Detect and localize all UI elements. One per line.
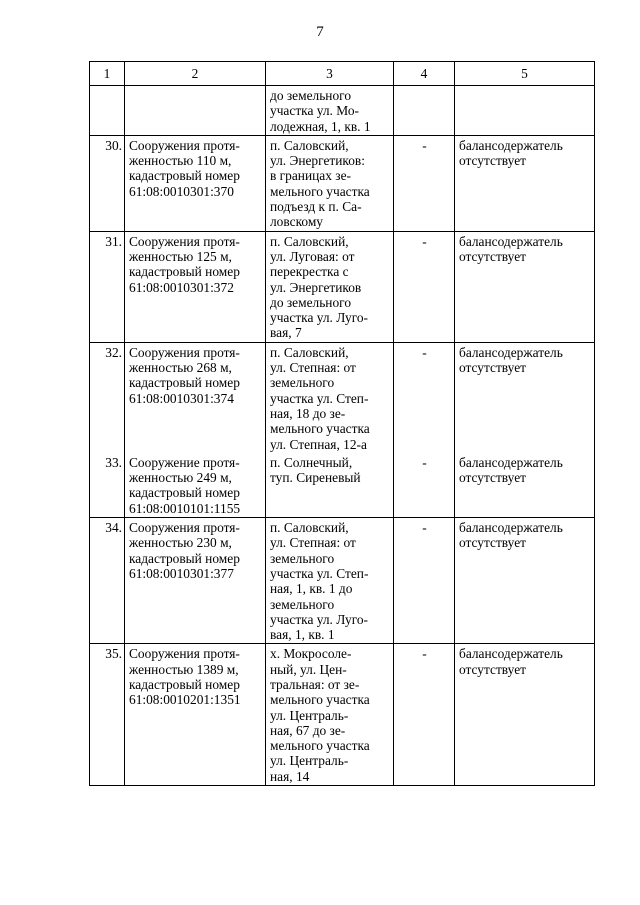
row-number: 35. — [90, 644, 125, 786]
table-header-row — [90, 62, 595, 86]
table-row — [90, 518, 595, 644]
page-number: 7 — [316, 24, 324, 40]
holder-line: балансодержатель — [459, 454, 563, 470]
description-line: кадастровый номер — [129, 375, 240, 391]
address-cell — [266, 342, 394, 453]
header-col-4: 4 — [394, 62, 455, 86]
address-line: ная, 18 до зе- — [270, 405, 346, 421]
column-4-value: - — [394, 644, 455, 786]
address-line: ул. Энергетиков — [270, 279, 362, 295]
description-line: кадастровый номер — [129, 676, 240, 692]
description-line: Сооружения протя- — [129, 520, 240, 536]
description-line: женностью 110 м, — [129, 153, 232, 169]
address-line: ная, 67 до зе- — [270, 722, 346, 738]
address-cell — [266, 453, 394, 518]
address-cell — [266, 231, 394, 342]
balance-holder-cell — [455, 644, 595, 786]
holder-line: отсутствует — [459, 360, 526, 376]
address-line: ул. Степная: от — [270, 360, 356, 376]
header-col-5: 5 — [455, 62, 595, 86]
holder-line: балансодержатель — [459, 344, 563, 360]
balance-holder-cell — [455, 518, 595, 644]
address-line: ловскому — [270, 214, 323, 230]
description-line: Сооружения протя- — [129, 233, 240, 249]
column-4-value: - — [394, 518, 455, 644]
object-description-cell — [125, 644, 266, 786]
address-cell — [266, 518, 394, 644]
address-line: перекрестка с — [270, 264, 349, 280]
row-number: 31. — [90, 231, 125, 342]
continuation-address-cell — [266, 86, 394, 136]
holder-line: отсутствует — [459, 661, 526, 677]
address-cell — [266, 644, 394, 786]
table-row — [90, 342, 595, 453]
address-line: ул. Централь- — [270, 707, 349, 723]
description-line: 61:08:0010301:370 — [129, 183, 234, 199]
column-4-value: - — [394, 135, 455, 231]
object-description-cell — [125, 453, 266, 518]
object-description-cell — [125, 342, 266, 453]
address-line: ная, 1, кв. 1 до — [270, 581, 353, 597]
balance-holder-cell — [455, 231, 595, 342]
address-line: ул. Степная, 12-а — [270, 436, 367, 452]
continuation-row — [90, 86, 595, 136]
address-line: туп. Сиреневый — [270, 470, 361, 486]
description-line: женностью 230 м, — [129, 535, 232, 551]
column-4-value: - — [394, 231, 455, 342]
row-number: 32. — [90, 342, 125, 453]
description-line: Сооружение протя- — [129, 454, 240, 470]
address-line: до земельного — [270, 294, 352, 310]
address-line: участка ул. Мо- — [270, 103, 359, 119]
holder-line: отсутствует — [459, 248, 526, 264]
header-col-2: 2 — [125, 62, 266, 86]
address-line: п. Солнечный, — [270, 454, 353, 470]
address-cell — [266, 135, 394, 231]
address-line: ная, 14 — [270, 768, 310, 784]
balance-holder-cell — [455, 453, 595, 518]
holder-line: отсутствует — [459, 470, 526, 486]
description-line: женностью 125 м, — [129, 248, 232, 264]
object-description-cell — [125, 231, 266, 342]
address-line: участка ул. Луго- — [270, 611, 369, 627]
description-line: женностью 249 м, — [129, 470, 232, 486]
description-line: женностью 268 м, — [129, 360, 232, 376]
address-line: вая, 7 — [270, 325, 302, 341]
property-table — [89, 61, 595, 786]
description-line: 61:08:0010301:374 — [129, 390, 234, 406]
address-line: участка ул. Степ- — [270, 565, 369, 581]
address-line: участка ул. Луго- — [270, 310, 369, 326]
address-line: ул. Луговая: от — [270, 248, 355, 264]
header-col-3: 3 — [266, 62, 394, 86]
column-4-value: - — [394, 342, 455, 453]
row-number: 30. — [90, 135, 125, 231]
address-line: земельного — [270, 550, 335, 566]
address-line: участка ул. Степ- — [270, 390, 369, 406]
description-line: 61:08:0010301:372 — [129, 279, 234, 295]
description-line: Сооружения протя- — [129, 344, 240, 360]
address-line: х. Мокросоле- — [270, 646, 352, 662]
description-line: кадастровый номер — [129, 550, 240, 566]
holder-line: балансодержатель — [459, 137, 563, 153]
address-line: земельного — [270, 596, 335, 612]
holder-line: балансодержатель — [459, 233, 563, 249]
description-line: женностью 1389 м, — [129, 661, 239, 677]
address-line: п. Саловский, — [270, 344, 349, 360]
address-line: подъезд к п. Са- — [270, 199, 362, 215]
header-col-1: 1 — [90, 62, 125, 86]
address-line: мельного участка — [270, 183, 370, 199]
balance-holder-cell — [455, 342, 595, 453]
address-line: ул. Централь- — [270, 753, 349, 769]
address-line: вая, 1, кв. 1 — [270, 627, 335, 643]
address-line: тральная: от зе- — [270, 676, 360, 692]
description-line: 61:08:0010201:1351 — [129, 692, 241, 708]
address-line: земельного — [270, 375, 335, 391]
balance-holder-cell — [455, 135, 595, 231]
holder-line: отсутствует — [459, 535, 526, 551]
address-line: ул. Степная: от — [270, 535, 356, 551]
address-line: п. Саловский, — [270, 137, 349, 153]
address-line: п. Саловский, — [270, 520, 349, 536]
address-line: до земельного — [270, 88, 352, 103]
object-description-cell — [125, 135, 266, 231]
address-line: мельного участка — [270, 421, 370, 437]
holder-line: балансодержатель — [459, 520, 563, 536]
description-line: кадастровый номер — [129, 168, 240, 184]
description-line: Сооружения протя- — [129, 646, 240, 662]
address-line: п. Саловский, — [270, 233, 349, 249]
object-description-cell — [125, 518, 266, 644]
description-line: кадастровый номер — [129, 264, 240, 280]
table-row — [90, 231, 595, 342]
table-row — [90, 135, 595, 231]
description-line: кадастровый номер — [129, 485, 240, 501]
address-line: мельного участка — [270, 738, 370, 754]
holder-line: отсутствует — [459, 153, 526, 169]
description-line: 61:08:0010101:1155 — [129, 500, 241, 516]
description-line: Сооружения протя- — [129, 137, 240, 153]
address-line: ный, ул. Цен- — [270, 661, 347, 677]
description-line: 61:08:0010301:377 — [129, 565, 234, 581]
address-line: лодежная, 1, кв. 1 — [270, 118, 371, 134]
row-number: 33. — [90, 453, 125, 518]
holder-line: балансодержатель — [459, 646, 563, 662]
address-line: мельного участка — [270, 692, 370, 708]
address-line: в границах зе- — [270, 168, 351, 184]
address-line: ул. Энергетиков: — [270, 153, 365, 169]
table-row — [90, 644, 595, 786]
row-number: 34. — [90, 518, 125, 644]
column-4-value: - — [394, 453, 455, 518]
table-row — [90, 453, 595, 518]
